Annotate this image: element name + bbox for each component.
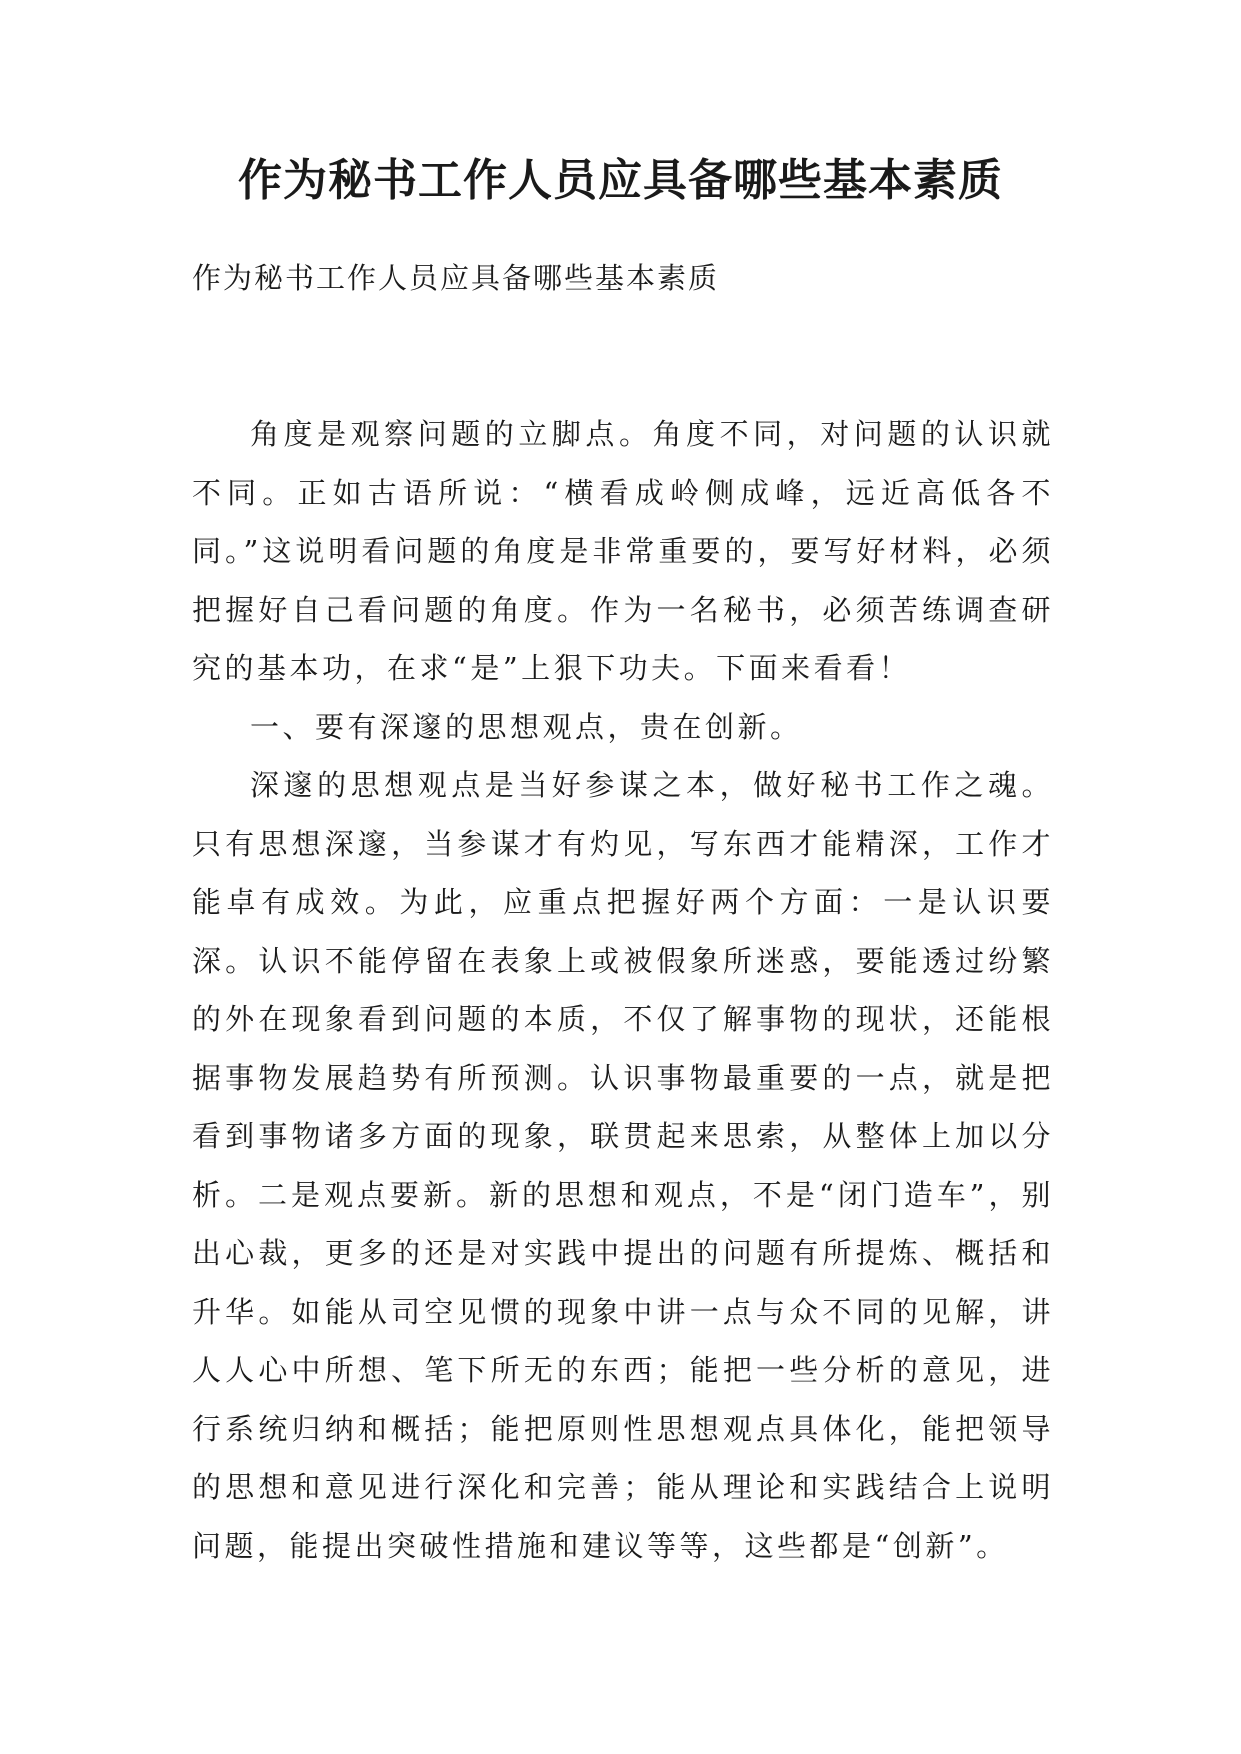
document-subtitle: 作为秘书工作人员应具备哪些基本素质 xyxy=(192,261,720,295)
paragraph-intro: 角度是观察问题的立脚点。角度不同，对问题的认识就不同。正如古语所说：“横看成岭侧成峰，远近高低各不同。”这说明看问题的角度是非常重要的，要写好材料，必须把握好自己看问题的角度。作为一名秘书，必须苦练调查研究的基本功，在求“是”上狠下功夫。下面来看看！ xyxy=(192,417,1054,685)
section-heading-1: 一、要有深邃的思想观点，贵在创新。 xyxy=(250,709,803,744)
paragraph-section-1: 深邃的思想观点是当好参谋之本，做好秘书工作之魂。只有思想深邃，当参谋才有灼见，写东西才能精深，工作才能卓有成效。为此，应重点把握好两个方面：一是认识要深。认识不能停留在表象上或被假象所迷惑，要能透过纷繁的外在现象看到问题的本质，不仅了解事物的现状，还能根据事物发展趋势有所预测。认识事物最重要的一点，就是把看到事物诸多方面的现象，联贯起来思索，从整体上加以分析。二是观点要新。新的思想和观点，不是“闭门造车”，别出心裁，更多的还是对实践中提出的问题有所提炼、概括和升华。如能从司空见惯的现象中讲一点与众不同的见解，讲人人心中所想、笔下所无的东西；能把一些分析的意见，进行系统归纳和概括；能把原则性思想观点具体化，能把领导的思想和意见进行深化和完善；能从理论和实践结合上说明问题，能提出突破性措施和建议等等，这些都是“创新”。 xyxy=(192,768,1054,1563)
document-title: 作为秘书工作人员应具备哪些基本素质 xyxy=(238,155,1003,206)
document-body xyxy=(192,405,1054,1575)
